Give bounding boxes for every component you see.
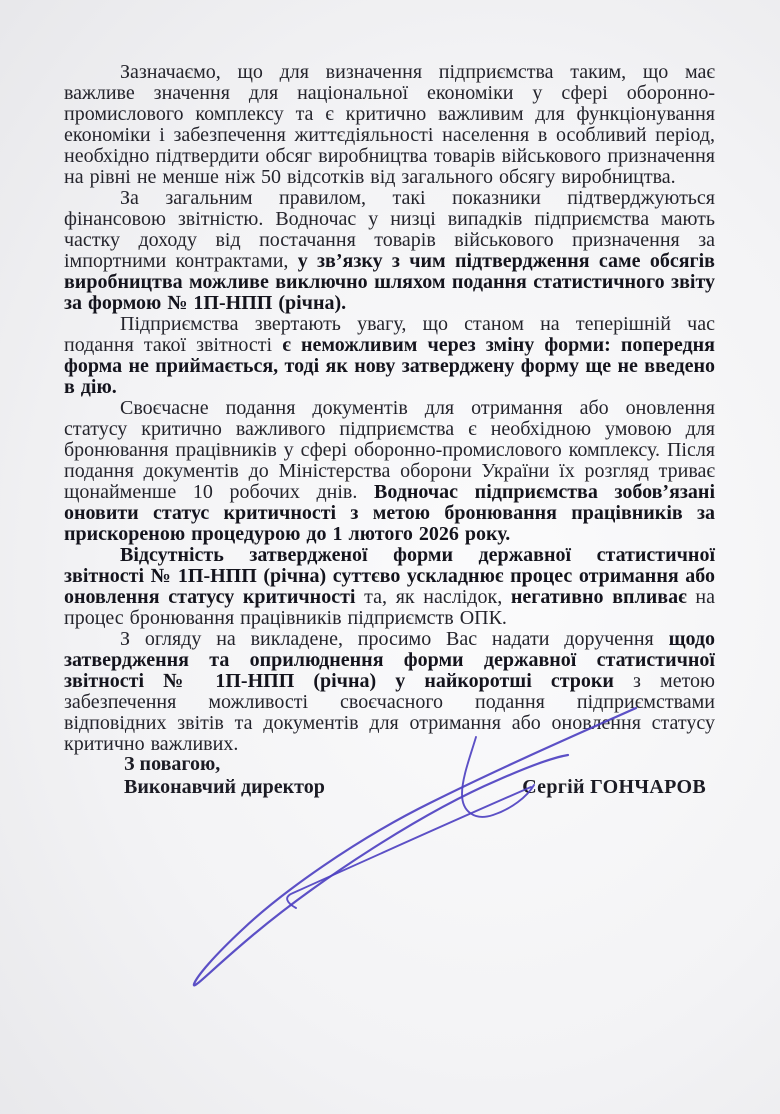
letter-paragraph-3 xyxy=(64,314,715,398)
text-run: Підприємства звертають увагу, що станом на теперішній час подання такої звітності xyxy=(64,313,715,356)
emphasis-run: є неможливим через зміну форми: попередня форма не приймається, тоді як нову затверджену форму ще не введено в дію. xyxy=(64,334,715,398)
signer-title: Виконавчий директор xyxy=(124,775,325,798)
emphasis-run: Водночас підприємства зобов’язані оновити статус критичності з метою бронювання працівників за прискореною процедурою до 1 лютого 2026 року. xyxy=(64,481,716,545)
closing-salutation: З повагою, xyxy=(124,753,221,775)
text-run: За загальним правилом, такі показники підтверджуються фінансовою звітністю. Водночас у низці випадків підприємства мають частку доходу від постачання товарів військового призначення за імпортними контрактами, xyxy=(64,187,715,272)
signature-hook-stroke xyxy=(287,787,531,908)
text-run: та, як наслідок, xyxy=(355,586,511,608)
emphasis-run: щодо затвердження та оприлюднення форми державної статистичної звітності № 1П-НПП (річна) у найкоротші строки xyxy=(64,628,715,692)
closing-left xyxy=(124,753,325,798)
closing-block xyxy=(124,753,706,798)
letter-paragraph-2 xyxy=(64,188,715,314)
text-run: Зазначаємо, що для визначення підприємства таким, що має важливе значення для національної економіки у сфері оборонно-промислового комплексу та є критично важливим для функціонування економіки і забезпечення життєдіяльності населення в особливий період, необхідно підтвердити обсяг виробництва товарів військового призначення на рівні не менше ніж 50 відсотків від загального обсягу виробництва. xyxy=(64,61,715,188)
text-run: З огляду на викладене, просимо Вас надати доручення xyxy=(120,628,669,650)
text-run: з метою забезпечення можливості своєчасного подання підприємствами відповідних звітів та документів для отримання або оновлення статусу критично важливих. xyxy=(64,670,715,755)
letter-paragraph-1 xyxy=(64,62,715,188)
letter-body xyxy=(64,62,715,755)
text-run: на процес бронювання працівників підприємств ОПК. xyxy=(64,586,715,629)
emphasis-run: у зв’язку з чим підтвердження саме обсягів виробництва можливе виключно шляхом подання статистичного звіту за формою № 1П-НПП (річна). xyxy=(64,250,715,314)
letter-paragraph-6 xyxy=(64,629,715,755)
emphasis-run: Відсутність затвердженої форми державної статистичної звітності № 1П-НПП (річна) суттєво ускладнює процес отримання або оновлення статусу критичності xyxy=(64,544,715,608)
letter-paragraph-4 xyxy=(64,398,715,545)
text-run: Своєчасне подання документів для отримання або оновлення статусу критично важливого підприємства є необхідною умовою для бронювання працівників у сфері оборонно-промислового комплексу. Після подання документів до Міністерства оборони України їх розгляд триває щонайменше 10 робочих днів. xyxy=(64,397,715,503)
emphasis-run: негативно впливає xyxy=(510,586,687,608)
signer-name: Сергій ГОНЧАРОВ xyxy=(522,775,706,798)
letter-paragraph-5 xyxy=(64,545,715,629)
